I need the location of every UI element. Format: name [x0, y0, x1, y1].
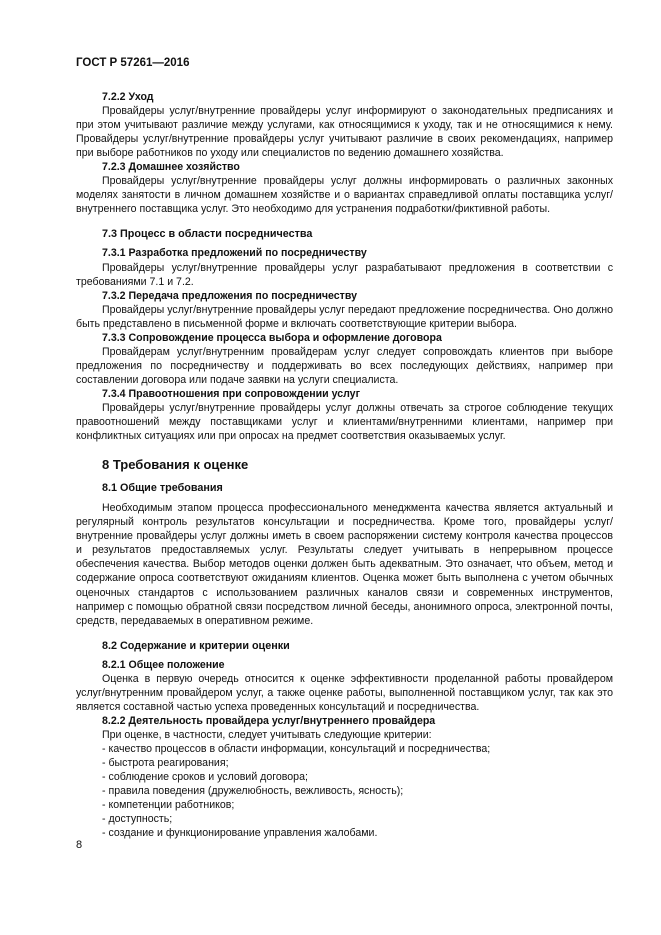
- section-7-2-3-text: Провайдеры услуг/внутренние провайдеры услуг должны информировать о различных законных моделях занятости в личном домашнем хозяйстве и о вариантах справедливой оплаты поставщика услуг/внутреннего поставщика услуг. Это необходимо для устранения подработки/фиктивной работы.: [76, 175, 613, 216]
- section-7-3-2-text: Провайдеры услуг/внутренние провайдеры услуг передают предложение посредничества. Оно должно быть представлено в письменной форме и включать соответствующие критерии выбора.: [76, 303, 613, 330]
- section-7-2-2-text: Провайдеры услуг/внутренние провайдеры услуг информируют о законодательных предписаниях и при этом учитывают различие между услугами, как относящимися к уходу, так и не относящимися к нему. Провайдеры услуг/внутренние провайдеры услуг учитывают различие в своих рекомендациях, например при выборе работников по уходу или специалистов по ведению домашнего хозяйства.: [76, 105, 613, 160]
- section-7-3-3-heading: 7.3.3 Сопровождение процесса выбора и оформление договора: [102, 331, 442, 344]
- section-7-3-2-heading: 7.3.2 Передача предложения по посредничеству: [102, 289, 357, 302]
- section-8-1-heading: 8.1 Общие требования: [102, 482, 223, 495]
- criteria-list: [76, 742, 613, 840]
- section-7-3-4-text: Провайдеры услуг/внутренние провайдеры услуг должны отвечать за строгое соблюдение текущих правоотношений между поставщиками услуг и клиентами/внутренними клиентами, например при конфликтных ситуациях или при опросах на предмет соответствия оказываемых услуг.: [76, 401, 613, 443]
- list-item: - качество процессов в области информации, консультаций и посредничества;: [76, 742, 613, 756]
- section-7-2-3-heading: 7.2.3 Домашнее хозяйство: [102, 161, 240, 174]
- section-8-heading: 8 Требования к оценке: [102, 457, 249, 473]
- list-item: - компетенции работников;: [76, 798, 613, 812]
- section-7-3-1-text: Провайдеры услуг/внутренние провайдеры услуг разрабатывают предложения в соответствии с требованиями 7.1 и 7.2.: [76, 261, 613, 288]
- section-8-2-2-heading: 8.2.2 Деятельность провайдера услуг/внутреннего провайдера: [102, 714, 436, 727]
- section-8-1-text: Необходимым этапом процесса профессионального менеджмента качества является актуальный и регулярный контроль результатов консультации и посредничества. Кроме того, провайдеры услуг/внутренние провайдеры услуг должны иметь в своем распоряжении систему контроля качества процессов и результатов предоставляемых услуг. Результаты следует учитывать в непрерывном процессе обеспечения качества. Выбор методов оценки должен быть адекватным. Это означает, что объем, метод и содержание опроса соответствуют ожиданиям клиентов. Оценка может быть выполнена с учетом обычных оценочных стандартов с использованием различных каналов связи и современных инструментов, например с помощью обратной связи посредством личной беседы, анонимного опроса, электронной почты, средств, передаваемых в оперативном режиме.: [76, 502, 613, 627]
- section-8-2-heading: 8.2 Содержание и критерии оценки: [102, 639, 290, 652]
- list-item: - создание и функционирование управления жалобами.: [76, 826, 613, 840]
- list-item: - доступность;: [76, 812, 613, 826]
- standard-designation: ГОСТ Р 57261—2016: [76, 57, 190, 69]
- list-item: - быстрота реагирования;: [76, 756, 613, 770]
- section-7-3-1-heading: 7.3.1 Разработка предложений по посредничеству: [102, 247, 367, 260]
- section-8-2-1-heading: 8.2.1 Общее положение: [102, 658, 225, 671]
- section-8-2-1-text: Оценка в первую очередь относится к оценке эффективности проделанной работы провайдером услуг/внутренним провайдером услуг, а также оценке работы, выполненной поставщиком услуг, так как это является составной частью успеха проведенных консультаций и посредничества.: [76, 672, 613, 713]
- page-body: [76, 90, 613, 840]
- section-7-3-3-text: Провайдерам услуг/внутренним провайдерам услуг следует сопровождать клиентов при выборе предложения по посредничеству и поддерживать во всех последующих действиях, например при составлении договора или подаче заявки на услуги специалиста.: [76, 345, 613, 386]
- section-7-3-4-heading: 7.3.4 Правоотношения при сопровождении услуг: [102, 387, 360, 400]
- list-item: - правила поведения (дружелюбность, вежливость, ясность);: [76, 784, 613, 798]
- list-item: - соблюдение сроков и условий договора;: [76, 770, 613, 784]
- section-7-2-2-heading: 7.2.2 Уход: [102, 91, 154, 103]
- section-8-2-2-intro: При оценке, в частности, следует учитывать следующие критерии:: [102, 728, 432, 741]
- page-number: 8: [76, 839, 83, 851]
- section-7-3-heading: 7.3 Процесс в области посредничества: [102, 228, 313, 241]
